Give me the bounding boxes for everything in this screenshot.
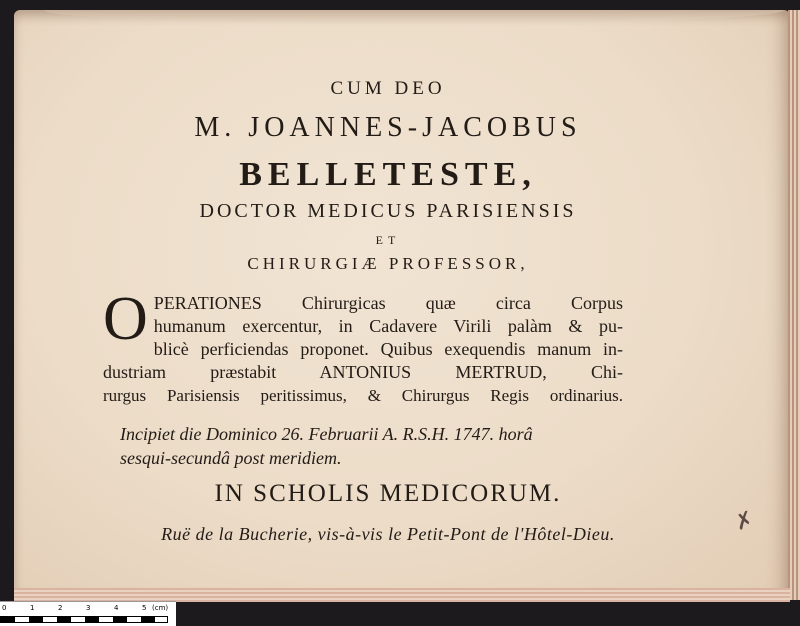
paragraph-line: humanum exercentur, in Cadavere Virili palàm & pu-	[153, 316, 623, 336]
place-heading: IN SCHOLIS MEDICORUM.	[214, 480, 562, 507]
paragraph-line: dustriam præstabit ANTONIUS MERTRUD, Chi-	[103, 362, 623, 382]
heading-surname: BELLETESTE,	[239, 156, 537, 193]
ruler-unit: (cm)	[152, 604, 169, 612]
main-paragraph	[103, 285, 623, 407]
ruler-number: 5	[142, 604, 147, 612]
ruler-number: 2	[58, 604, 63, 612]
ruler-number: 0	[2, 604, 7, 612]
date-line: sesqui-secundâ post meridiem.	[120, 448, 342, 468]
page-bottom-edge	[14, 588, 790, 602]
paragraph-line: rurgus Parisiensis peritissimus, & Chirurgus Regis ordinarius.	[103, 386, 623, 405]
address-line: Ruë de la Bucherie, vis-à-vis le Petit-Pont de l'Hôtel-Dieu.	[161, 524, 615, 544]
ruler-bar	[0, 616, 168, 623]
ruler-number: 4	[114, 604, 119, 612]
paragraph-line: blicè perficiendas proponet. Quibus exequendis manum in-	[153, 339, 623, 359]
page-right-edge	[788, 10, 800, 600]
heading-name: M. JOANNES-JACOBUS	[194, 112, 582, 143]
ruler-number: 1	[30, 604, 35, 612]
heading-doctor: DOCTOR MEDICUS PARISIENSIS	[199, 200, 577, 222]
pencil-mark-icon: ✗	[731, 505, 757, 536]
scale-ruler	[0, 601, 176, 626]
page-top-fold	[44, 10, 784, 24]
heading-professor: CHIRURGIÆ PROFESSOR,	[247, 254, 529, 273]
heading-et: ET	[375, 233, 401, 247]
ruler-number: 3	[86, 604, 91, 612]
drop-cap: O	[103, 285, 148, 353]
heading-cum-deo: CUM DEO	[330, 78, 446, 99]
date-text	[120, 422, 640, 470]
date-line: Incipiet die Dominico 26. Februarii A. R.S.H. 1747. horâ	[120, 424, 533, 444]
paragraph-line: PERATIONES Chirurgicas quæ circa Corpus	[153, 293, 623, 313]
